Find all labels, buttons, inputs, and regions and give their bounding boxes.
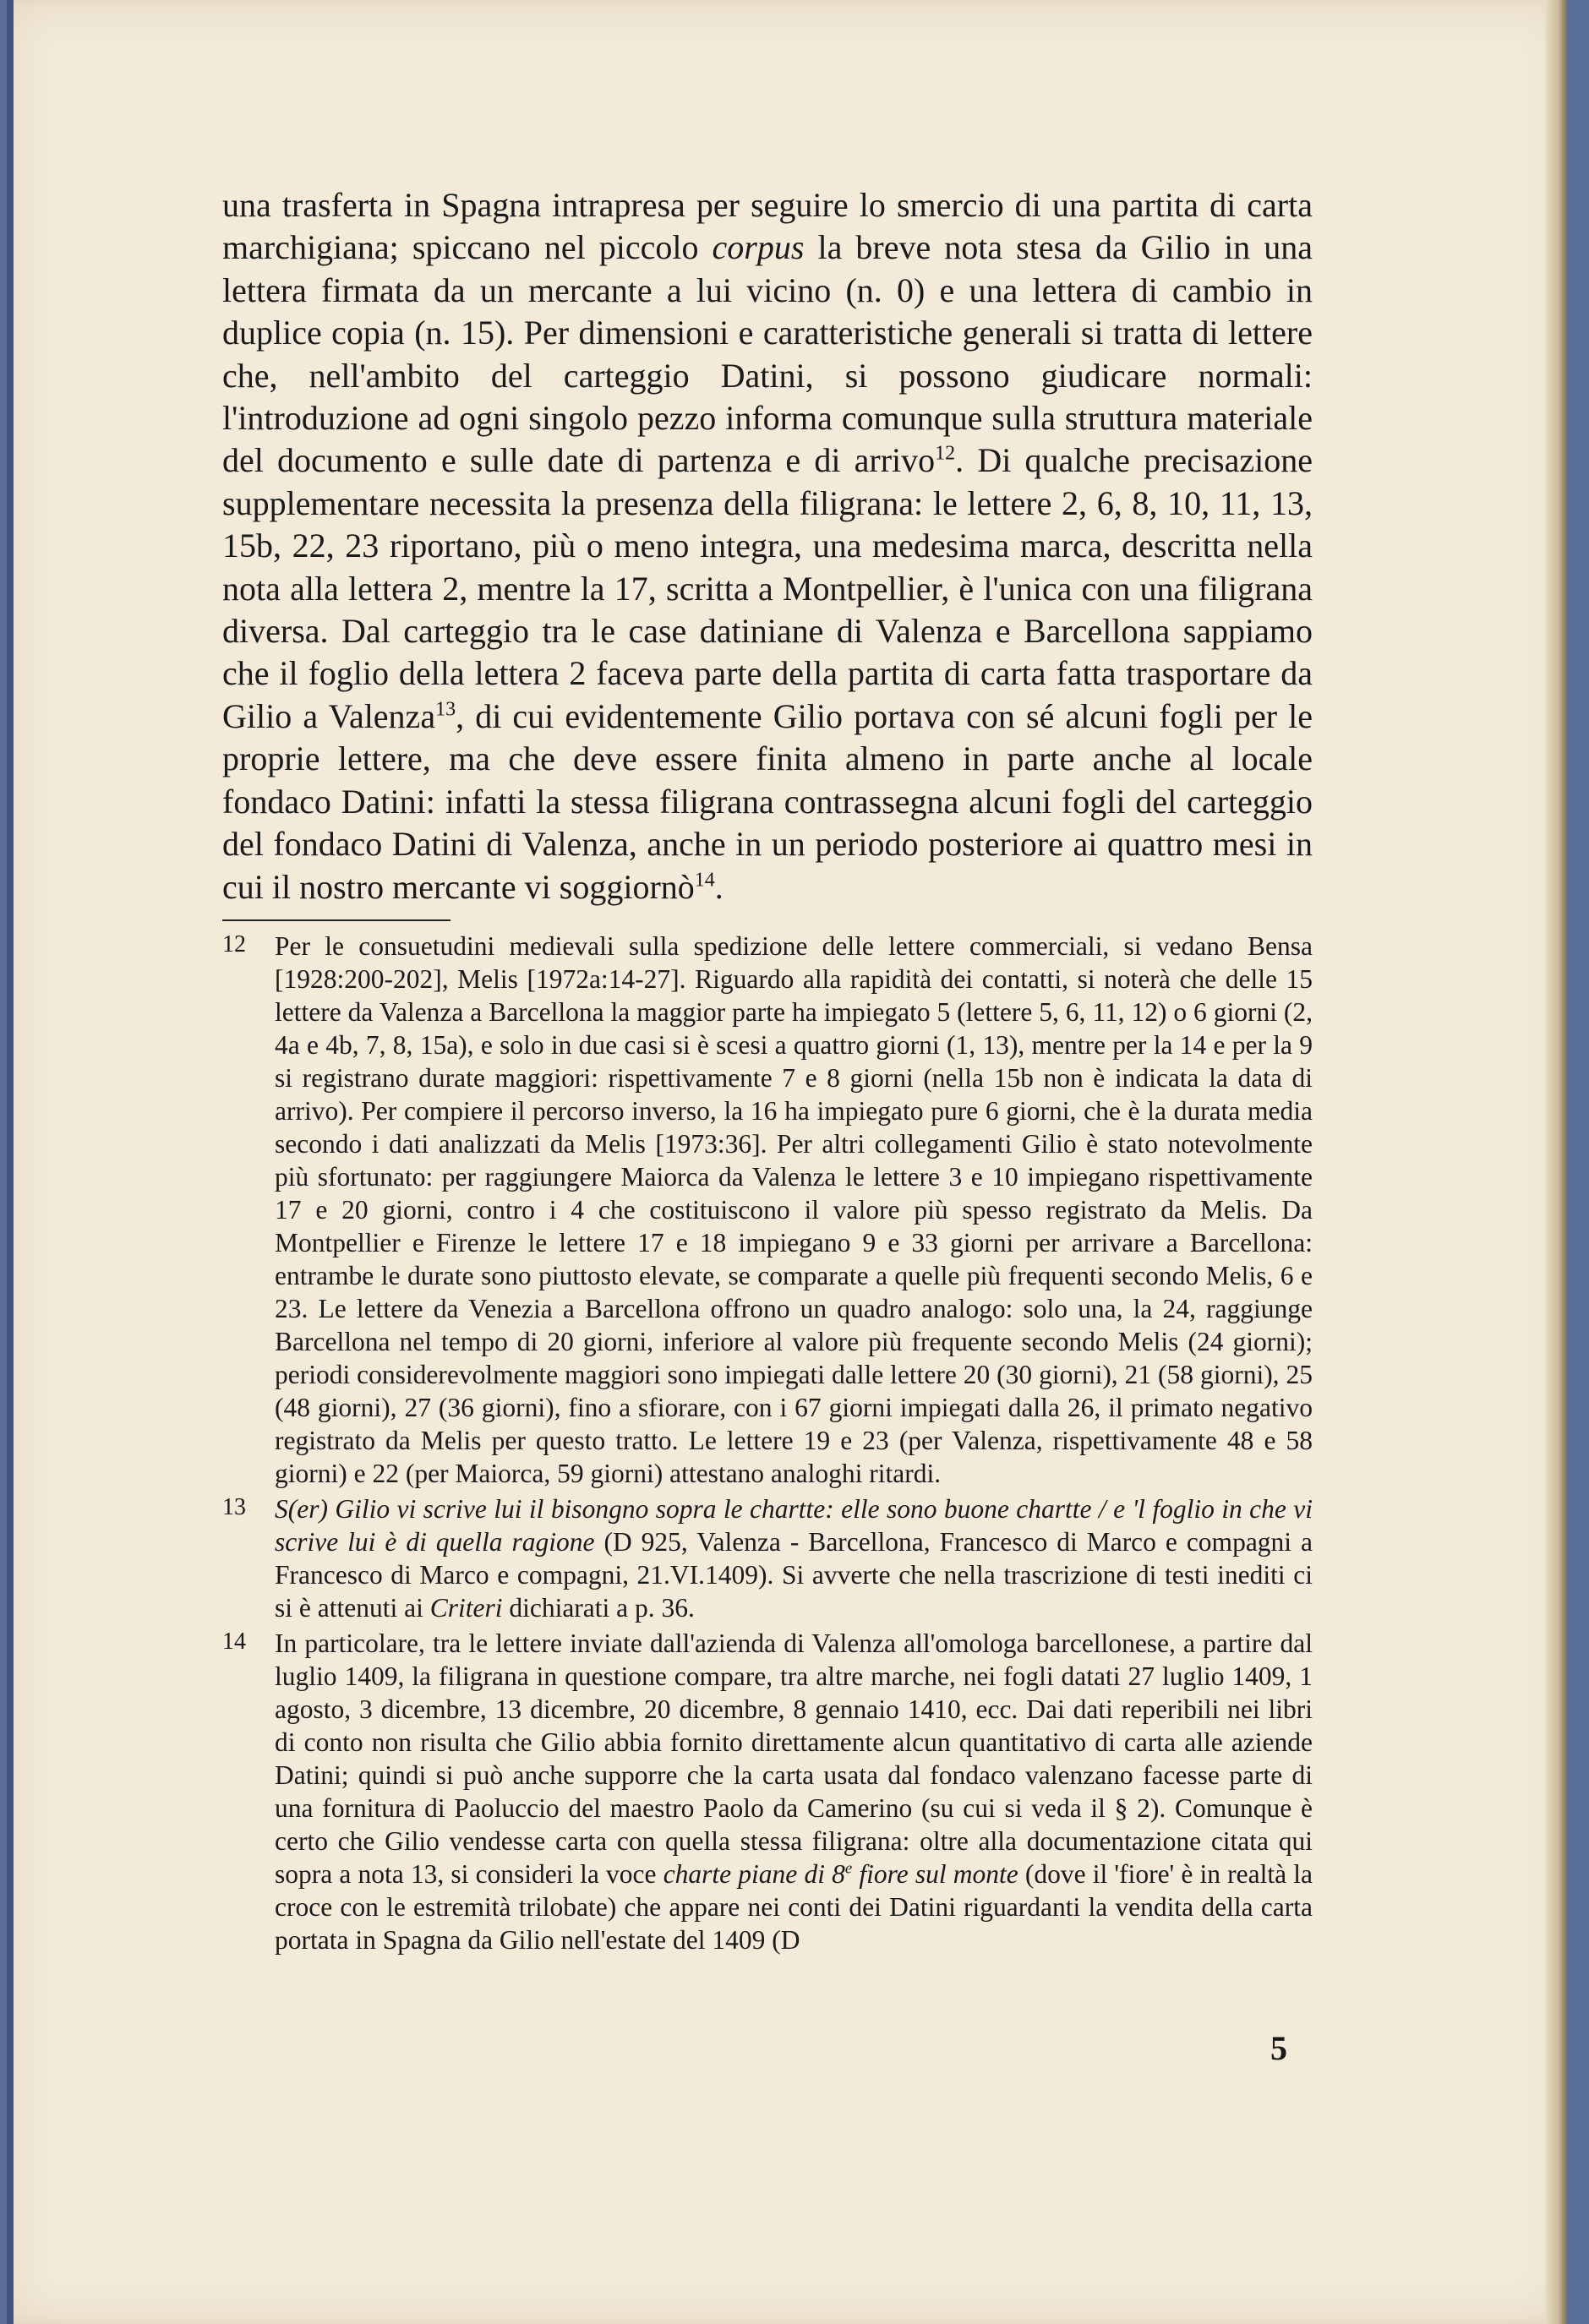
footnote-12 <box>222 930 1313 1490</box>
footnotes <box>222 930 1313 1959</box>
footnote-ref[interactable]: 12 <box>935 443 956 466</box>
footnote-ref[interactable]: 14 <box>694 869 715 892</box>
footnote-text: S(er) Gilio vi scrive lui il bisongno sopra le chartte: elle sono buone chartte / e 'l foglio in che vi scrive lui è di quella ragione (D 925, Valenza - Barcellona, Francesco di Marco e compagni a Francesco di Marco e compagni, 21.VI.1409). Si avverte che nella trascrizione di testi inediti ci si è attenuti ai Criteri dichiarati a p. 36. <box>275 1494 1313 1623</box>
footnote-14 <box>222 1627 1313 1956</box>
footnote-divider <box>222 919 450 921</box>
left-edge <box>7 0 14 2324</box>
footnote-number: 13 <box>222 1494 246 1520</box>
footnote-ref[interactable]: 13 <box>435 698 456 721</box>
footnote-text: Per le consuetudini medievali sulla spedizione delle lettere commerciali, si vedano Bensa [1928:200-202], Melis [1972a:14-27]. Riguardo alla rapidità dei contatti, si noterà che delle 15 lettere da Valenza a Barcellona la maggior parte ha impiegato 5 (lettere 5, 6, 11, 12) o 6 giorni (2, 4a e 4b, 7, 8, 15a), e solo in due casi si è scesi a quattro giorni (1, 13), mentre per la 14 e per la 9 si registrano durate maggiori: rispettivamente 7 e 8 giorni (nella 15b non è indicata la data di arrivo). Per compiere il percorso inverso, la 16 ha impiegato pure 6 giorni, che è la durata media secondo i dati analizzati da Melis [1973:36]. Per altri collegamenti Gilio è stato notevolmente più sfortunato: per raggiungere Maiorca da Valenza le lettere 3 e 10 impiegano rispettivamente 17 e 20 giorni, contro i 4 che costituiscono il valore più spesso registrato da Melis. Da Montpellier e Firenze le lettere 17 e 18 impiegano 9 e 33 giorni per arrivare a Barcellona: entrambe le durate sono piuttosto elevate, se comparate a quelle più frequenti secondo Melis, 6 e 23. Le lettere da Venezia a Barcellona offrono un quadro analogo: solo una, la 24, raggiunge Barcellona nel tempo di 20 giorni, inferiore al valore più frequente secondo Melis (24 giorni); periodi considerevolmente maggiori sono impiegati dalle lettere 20 (30 giorni), 21 (58 giorni), 25 (48 giorni), 27 (36 giorni), fino a sfiorare, con i 67 giorni impiegati dalla 26, il primato negativo registrato da Melis per questo tratto. Le lettere 19 e 23 (per Valenza, rispettivamente 48 e 58 giorni) e 22 (per Maiorca, 59 giorni) attestano analoghi ritardi. <box>275 931 1313 1488</box>
italic-term: corpus <box>712 228 805 267</box>
footnote-13 <box>222 1492 1313 1624</box>
footnote-text: In particolare, tra le lettere inviate dall'azienda di Valenza all'omologa barcellonese, a partire dal luglio 1409, la filigrana in questione compare, tra altre marche, nei fogli datati 27 luglio 1409, 1 agosto, 3 dicembre, 13 dicembre, 20 dicembre, 8 gennaio 1410, ecc. Dai dati reperibili nei libri di conto non risulta che Gilio abbia fornito direttamente alcun quantitativo di carta alle aziende Datini; quindi si può anche supporre che la carta usata dal fondaco valenzano facesse parte di una fornitura di Paoluccio del maestro Paolo da Camerino (su cui si veda il § 2). Comunque è certo che Gilio vendesse carta con quella stessa filigrana: oltre alla documentazione citata qui sopra a nota 13, si consideri la voce charte piane di 8e fiore sul monte (dove il 'fiore' è in realtà la croce con le estremità trilobate) che appare nei conti dei Datini riguardanti la vendita della carta portata in Spagna da Gilio nell'estate del 1409 (D <box>275 1628 1313 1955</box>
footnote-number: 12 <box>222 931 246 957</box>
page-number: 5 <box>1270 2029 1287 2067</box>
footnote-number: 14 <box>222 1628 246 1655</box>
book-spine-edge <box>1545 0 1567 2324</box>
book-page <box>7 0 1567 2324</box>
body-paragraph: una trasferta in Spagna intrapresa per seguire lo smercio di una partita di carta marchigiana; spiccano nel piccolo corpus la breve nota stesa da Gilio in una lettera firmata da un mercante a lui vicino (n. 0) e una lettera di cambio in duplice copia (n. 15). Per dimensioni e caratteristiche generali si tratta di lettere che, nell'ambito del carteggio Datini, si possono giudicare normali: l'introduzione ad ogni singolo pezzo informa comunque sulla struttura materiale del documento e sulle date di partenza e di arrivo$^{12}$. Di qualche precisazione supplementare necessita la presenza della filigrana: le lettere 2, 6, 8, 10, 11, 13, 15b, 22, 23 riportano, più o meno integra, una medesima marca, descritta nella nota alla lettera 2, mentre la 17, scritta a Montpellier, è l'unica con una filigrana diversa. Dal carteggio tra le case datiniane di Valenza e Barcellona sappiamo che il foglio della lettera 2 faceva parte della partita di carta fatta trasportare da Gilio a Valenza$^{13}$, di cui evidentemente Gilio portava con sé alcuni fogli per le proprie lettere, ma che deve essere finita almeno in parte anche al locale fondaco Datini: infatti la stessa filigrana contrassegna alcuni fogli del carteggio del fondaco Datini di Valenza, anche in un periodo posteriore ai quattro mesi in cui il nostro mercante vi soggiornò$^{14}$. <box>222 186 1313 906</box>
main-text <box>222 184 1313 908</box>
